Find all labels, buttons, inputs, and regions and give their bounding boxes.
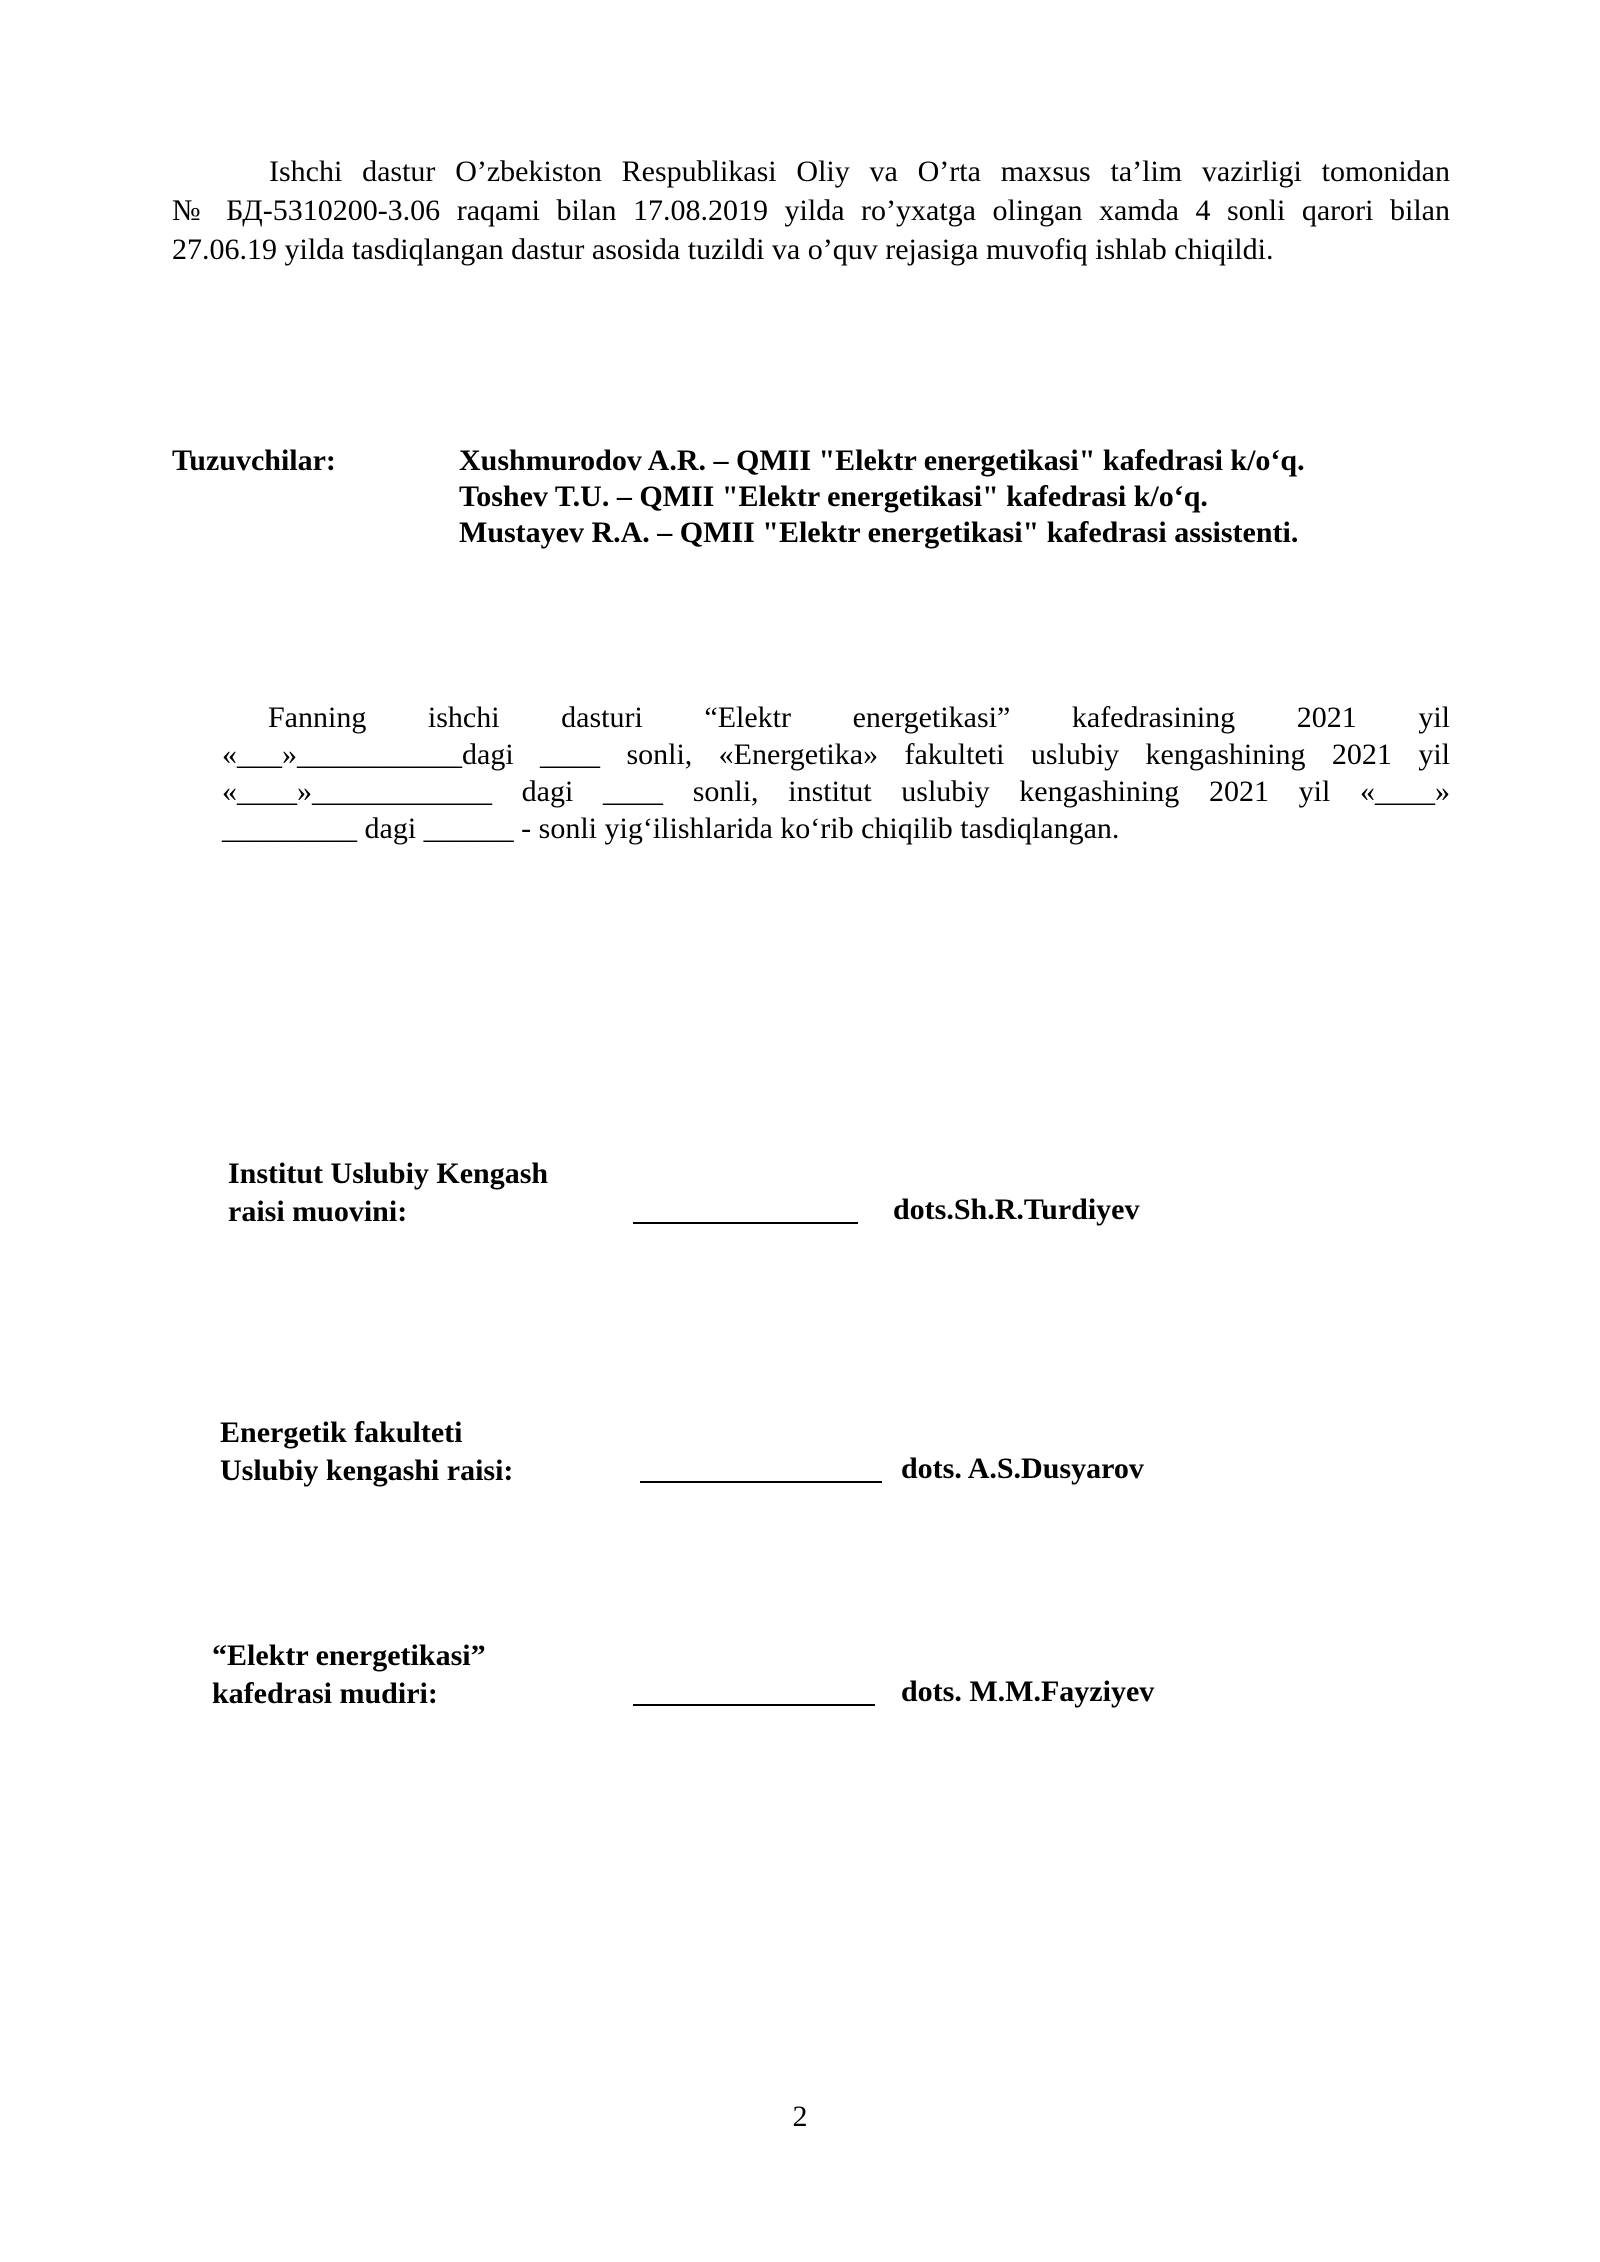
approval-line-4: _________ dagi ______ - sonli yig‘ilishlarida ko‘rib chiqilib tasdiqlangan. [222, 812, 1120, 845]
compilers-label: Tuzuvchilar: [172, 444, 336, 477]
signatory-name: dots. A.S.Dusyarov [901, 1452, 1144, 1485]
signature-title-faculty [220, 1414, 513, 1490]
approval-line-1: Fanning ishchi dasturi “Elektr energetikasi” kafedrasining 2021 yil [268, 701, 1450, 734]
compiler-item: Toshev T.U. – QMII "Elektr energetikasi" kafedrasi k/o‘q. [459, 480, 1208, 513]
approval-paragraph [222, 699, 1450, 847]
signature-title-line: Energetik fakulteti [220, 1416, 463, 1449]
compiler-item: Mustayev R.A. – QMII "Elektr energetikasi" kafedrasi assistenti. [459, 516, 1299, 549]
signature-title-department [212, 1637, 486, 1713]
intro-paragraph [172, 152, 1450, 269]
signature-title-line: raisi muovini: [228, 1195, 408, 1228]
signature-line [640, 1481, 882, 1483]
signature-title-institute [228, 1155, 548, 1231]
approval-line-3: «____»____________ dagi ____ sonli, institut uslubiy kengashining 2021 yil «____» [222, 775, 1450, 808]
signature-title-line: Institut Uslubiy Kengash [228, 1157, 549, 1190]
signatory-name: dots. M.M.Fayziyev [901, 1675, 1155, 1708]
signature-line [633, 1222, 858, 1224]
signature-title-line: Uslubiy kengashi raisi: [220, 1454, 514, 1487]
compiler-item: Xushmurodov A.R. – QMII "Elektr energetikasi" kafedrasi k/o‘q. [459, 444, 1305, 477]
signatory-name: dots.Sh.R.Turdiyev [893, 1193, 1140, 1226]
approval-line-2: «___»___________dagi ____ sonli, «Energetika» fakulteti uslubiy kengashining 2021 yil [222, 738, 1450, 771]
page-number: 2 [792, 2100, 808, 2133]
signature-title-line: “Elektr energetikasi” [212, 1639, 486, 1672]
compilers-list [459, 443, 1305, 551]
signature-title-line: kafedrasi mudiri: [212, 1677, 438, 1710]
intro-line-1: Ishchi dastur O’zbekiston Respublikasi Oliy va O’rta maxsus ta’lim vazirligi tomonidan [269, 155, 1450, 188]
intro-line-3: 27.06.19 yilda tasdiqlangan dastur asosida tuzildi va o’quv rejasiga muvofiq ishlab chiqildi. [172, 233, 1274, 266]
intro-line-2: № БД-5310200-3.06 raqami bilan 17.08.2019 yilda ro’yxatga olingan xamda 4 sonli qarori bilan [172, 194, 1450, 227]
signature-line [633, 1704, 875, 1706]
